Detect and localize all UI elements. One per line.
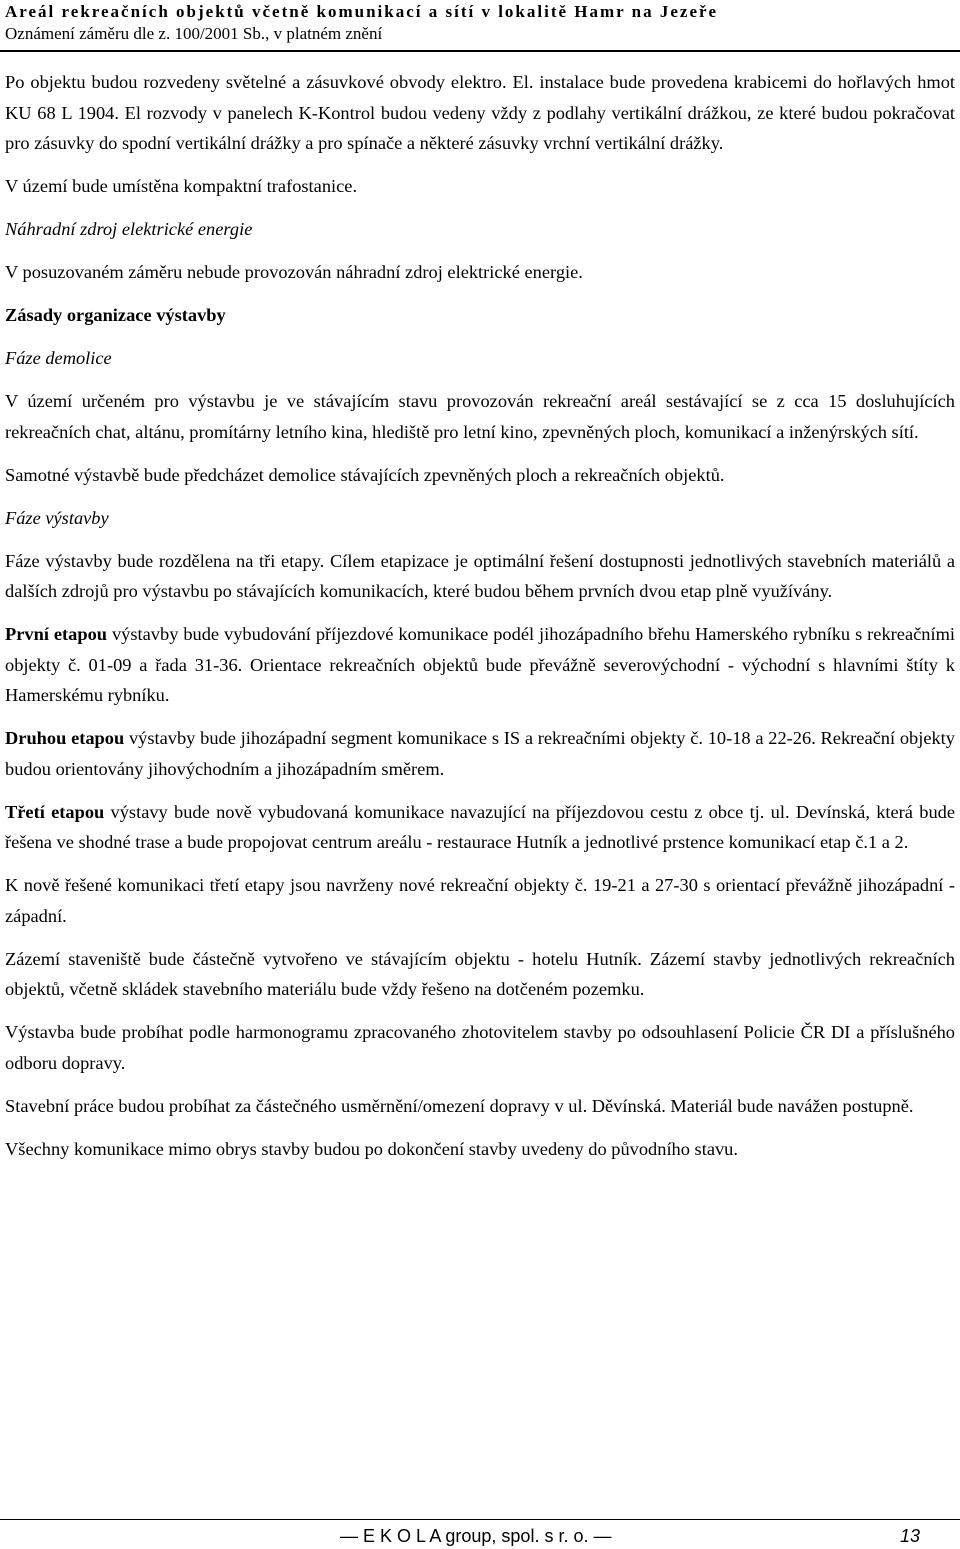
paragraph-stage-2 [5, 723, 955, 784]
paragraph-electro: Po objektu budou rozvedeny světelné a zásuvkové obvody elektro. El. instalace bude provedena krabicemi do hořlavých hmot KU 68 L 1904. El rozvody v panelech K-Kontrol budou vedeny vždy z podlahy vertikální drážkou, ze které budou pokračovat pro zásuvky do spodní vertikální drážky a pro spínače a některé zásuvky vrchní vertikální drážky. [5, 72, 955, 153]
footer-company: — E K O L A group, spol. s r. o. — [340, 1526, 612, 1546]
paragraph-schedule: Výstavba bude probíhat podle harmonogramu zpracovaného zhotovitelem stavby po odsouhlasení Policie ČR DI a příslušného odboru dopravy. [5, 1022, 955, 1073]
stage-2-label: Druhou etapou [5, 728, 125, 748]
stage-2-text: výstavby bude jihozápadní segment komunikace s IS a rekreačními objekty č. 10-18 a 22-26. Rekreační objekty budou orientovány jihovýchodním a jihozápadním směrem. [5, 728, 955, 779]
paragraph-trafo: V území bude umístěna kompaktní trafostanice. [5, 176, 358, 196]
stage-1-text: výstavby bude vybudování příjezdové komunikace podél jihozápadního břehu Hamerského rybníku s rekreačními objekty č. 01-09 a řada 31-36. Orientace rekreačních objektů bude převážně severovýchodní - východní s hlavními štíty k Hamerskému rybníku. [5, 624, 955, 705]
heading-construction-phase: Fáze výstavby [5, 507, 109, 528]
paragraph-backup-power: V posuzovaném záměru nebude provozován náhradní zdroj elektrické energie. [5, 262, 583, 282]
page-number: 13 [899, 1526, 920, 1546]
stage-1-label: První etapou [5, 624, 108, 644]
document-title: Areál rekreačních objektů včetně komunikací a sítí v lokalitě Hamr na Jezeře [5, 2, 719, 21]
footer-divider [0, 1519, 960, 1520]
stage-3-label: Třetí etapou [5, 801, 105, 822]
paragraph-site-facilities: Zázemí staveniště bude částečně vytvořeno ve stávajícím objektu - hotelu Hutník. Zázemí stavby jednotlivých rekreačních objektů, včetně skládek stavebního materiálu bude vždy řešeno na dotčeném pozemku. [5, 948, 955, 999]
page-content [5, 67, 955, 1177]
paragraph-construction: Fáze výstavby bude rozdělena na tři etapy. Cílem etapizace je optimální řešení dostupnosti jednotlivých stavebních materiálů a dalších zdrojů pro výstavbu po stávajících komunikacích, které budou během prvních dvou etap plně využívány. [5, 550, 955, 601]
paragraph-stage-3-objects: K nově řešené komunikaci třetí etapy jsou navrženy nové rekreační objekty č. 19-21 a 27-30 s orientací převážně jihozápadní - západní. [5, 875, 955, 926]
paragraph-traffic: Stavební práce budou probíhat za částečného usměrnění/omezení dopravy v ul. Děvínská. Materiál bude navážen postupně. [5, 1095, 914, 1116]
paragraph-demolition-1: V území určeném pro výstavbu je ve stávajícím stavu provozován rekreační areál sestávající se z cca 15 dosluhujících rekreačních chat, altánu, promítárny letního kina, hlediště pro letní kino, zpevněných ploch, komunikací a inženýrských sítí. [5, 391, 955, 442]
document-subtitle: Oznámení záměru dle z. 100/2001 Sb., v platném znění [5, 24, 383, 43]
page-header [5, 0, 955, 45]
paragraph-demolition-2: Samotné výstavbě bude předcházet demolice stávajících zpevněných ploch a rekreačních objektů. [5, 464, 725, 485]
paragraph-roads: Všechny komunikace mimo obrys stavby budou po dokončení stavby uvedeny do původního stavu. [5, 1138, 738, 1159]
heading-construction-principles: Zásady organizace výstavby [5, 305, 226, 325]
stage-3-text: výstavy bude nově vybudovaná komunikace navazující na příjezdovou cestu z obce tj. ul. Devínská, která bude řešena ve shodné trase a bude propojovat centrum areálu - restaurace Hutník a jednotlivé prstence komunikací etap č.1 a 2. [5, 801, 955, 852]
heading-demolition-phase: Fáze demolice [5, 348, 112, 368]
paragraph-stage-1 [5, 619, 955, 711]
header-divider [0, 50, 960, 52]
paragraph-stage-3 [5, 797, 955, 858]
heading-backup-power: Náhradní zdroj elektrické energie [5, 219, 253, 239]
